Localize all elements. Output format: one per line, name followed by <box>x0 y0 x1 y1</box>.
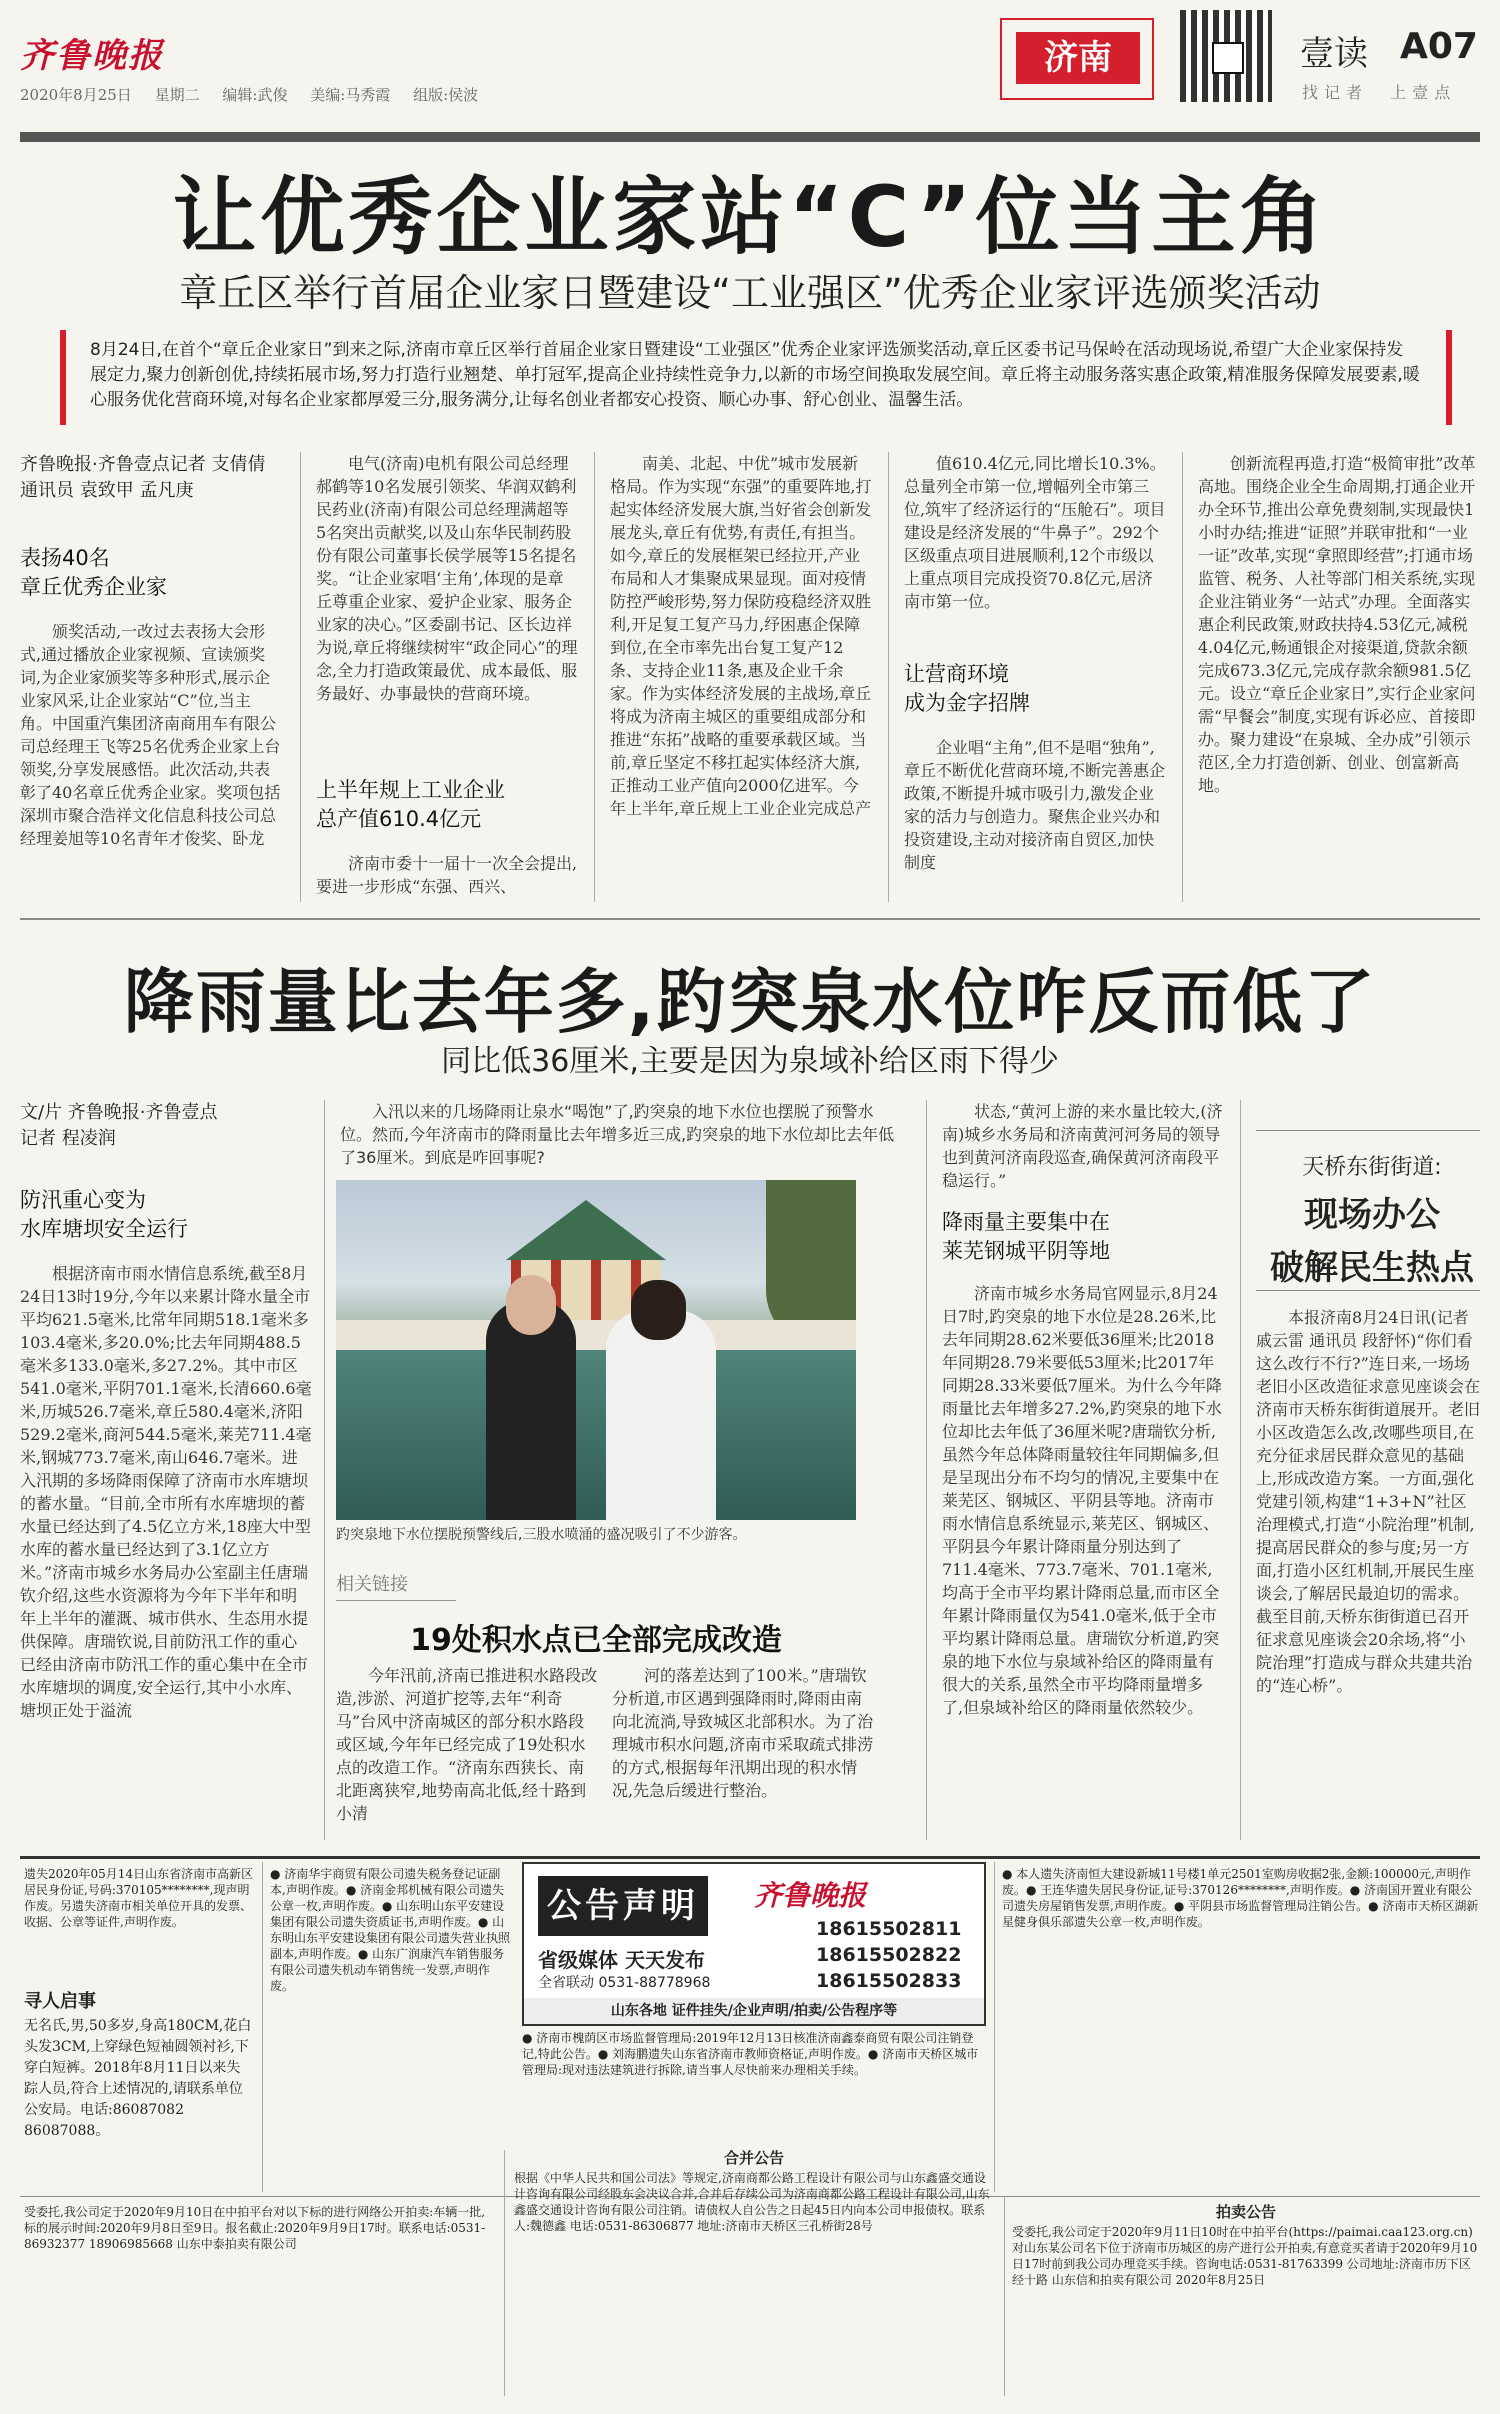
sidebar-rule <box>1256 1130 1480 1131</box>
story2-col3b-text: 济南市城乡水务局官网显示,8月24日7时,趵突泉的地下水位是28.26米,比去年同期28.62米要低36厘米;比2018年同期28.79米要低53厘米;比2017年同期28.33米要低7厘米。为什么今年降雨量比去年增多27.2%,趵突泉的地下水位却比去年低了36厘米呢?唐瑞钦分析,虽然今年总体降雨量较往年同期偏多,但是呈现出分布不均匀的情况,主要集中在莱芜区、钢城区、平阴县等地。济南市雨水情信息系统显示,莱芜区、钢城区、平阴县今年累计降雨量分别达到了711.4毫米、773.7毫米、701.1毫米,均高于全市平均累计降雨总量,而市区全年累计降雨量仅为541.0毫米,低于全市平均累计降雨总量。唐瑞钦分析道,趵突泉的地下水位与泉域补给区的降雨量有很大的关系,虽然全市平均降雨量增多了,但泉域补给区的降雨量依然较少。 <box>942 1284 1222 1717</box>
story1-col3-text: 南美、北起、中优”城市发展新格局。作为实现“东强”的重要阵地,打起实体经济发展大旗,当好省会创新发展龙头,章丘有优势,有责任,有担当。如今,章丘的发展框架已经拉开,产业布局和人才集聚成果显现。面对疫情防控严峻形势,努力保防疫稳经济双胜利,开足复工复产马力,纾困惠企保障到位,在全市率先出台复工复产12条、支持企业11条,惠及企业千余家。作为实体经济发展的主战场,章丘将成为济南主城区的重要组成部分和推进“东拓”战略的重要承载区域。当前,章丘坚定不移扛起实体经济大旗,正推动工业产值向2000亿进军。今年上半年,章丘规上工业企业完成总产 <box>610 454 872 818</box>
stone-railing <box>336 1320 856 1350</box>
auction-title: 拍卖公告 <box>1215 2204 1276 2221</box>
story1-subsection-1 <box>20 544 290 602</box>
divider <box>888 452 889 902</box>
story2-subsection-2 <box>942 1208 1224 1266</box>
story2-sub1-line1: 防汛重心变为 <box>20 1188 146 1212</box>
qr-code-center <box>1212 42 1244 74</box>
notice-phone-3: 18615502833 <box>816 1970 962 1992</box>
divider <box>926 1100 927 1840</box>
story2-sub2-line1: 降雨量主要集中在 <box>942 1210 1110 1234</box>
auction-ad-left-text: 受委托,我公司定于2020年9月10日在中拍平台对以下标的进行网络公开拍卖:车辆一批,标的展示时间:2020年9月8日至9日。报名截止:2020年9月9日17时。联系电话:0531-86932377 18906985668 山东中泰拍卖有限公司 <box>24 2205 486 2251</box>
story1-col5-text: 创新流程再造,打造“极简审批”改革高地。围绕企业全生命周期,打通企业开办全环节,推出公章免费刻制,实现最快1小时办结;推进“证照”并联审批和“一业一证”改革,实现“拿照即经营”;打通市场监管、税务、人社等部门相关系统,实现企业注销业务“一站式”办理。全面落实惠企利民政策,财政扶持4.53亿元,减税4.04亿元,畅通银企对接渠道,贷款余额完成673.3亿元,完成存款余额981.5亿元。设立“章丘企业家日”,实行企业家问需“早餐会”制度,实现有诉必应、首接即办。聚力建设“在泉城、全办成”引领示范区,全力打造创新、创业、创富新高地。 <box>1198 454 1476 795</box>
ad-col1 <box>24 1866 254 1986</box>
header-divider <box>20 132 1480 142</box>
notice-phone-1: 18615502811 <box>816 1918 962 1940</box>
section-tag <box>1000 18 1154 100</box>
divider <box>994 1862 995 2192</box>
tourist-2 <box>606 1310 716 1520</box>
story1-col2b <box>316 852 578 902</box>
story3-kicker: 天桥东街街道: <box>1302 1155 1442 1180</box>
divider <box>594 452 595 902</box>
story1-col5 <box>1198 452 1480 902</box>
page-number: A07 <box>1400 26 1478 67</box>
tourist-2-head <box>631 1280 686 1340</box>
spring-water <box>336 1350 856 1520</box>
story1-col3 <box>610 452 872 902</box>
ad-col2 <box>270 1866 510 2186</box>
ad-col3-text: ● 济南市槐荫区市场监督管理局:2019年12月13日核准济南鑫泰商贸有限公司注销登记,特此公告。● 刘海鹏遗失山东省济南市教师资格证,声明作废。● 济南市天桥区城市管理局:现对违法建筑进行拆除,请当事人尽快前来办理相关手续。 <box>522 2031 979 2077</box>
auction-notice <box>1012 2204 1480 2394</box>
story1-sub1-line2: 章丘优秀企业家 <box>20 575 167 599</box>
pavilion-roof <box>486 1200 686 1260</box>
notice-hotline: 全省联动 0531-88778968 <box>538 1975 711 1991</box>
auction-text: 受委托,我公司定于2020年9月11日10时在中拍平台(https://paimai.caa123.org.cn)对山东某公司名下位于济南市历城区的房产进行公开拍卖,有意竞买者请于2020年9月10日17时前到我公司办理竞买手续。咨询电话:0531-81763399 公司地址:济南市历下区经十路 山东信和拍卖有限公司 2020年8月25日 <box>1012 2225 1478 2287</box>
lost-person-title: 寻人启事 <box>24 1991 96 2012</box>
notice-phones <box>816 1916 961 1994</box>
story1-sub3-line1: 让营商环境 <box>904 662 1009 686</box>
story1-col1-text: 颁奖活动,一改过去表扬大会形式,通过播放企业家视频、宣读颁奖词,为企业家颁奖等多种形式,展示企业家风采,让企业家站“C”位,当主角。中国重汽集团济南商用车有限公司总经理王飞等25名优秀企业家上台领奖,分享发展感悟。此次活动,共表彰了40名章丘优秀企业家。奖项包括深圳市聚合浩祥文化信息科技公司总经理姜旭等10名青年才俊奖、卧龙 <box>20 622 281 848</box>
related-col1-text: 今年汛前,济南已推进积水路段改造,涉淤、河道扩挖等,去年“利奇马”台风中济南城区的部分积水路段或区域,今年年已经完成了19处积水点的改造工作。“济南东西狭长、南北距离狭窄,地势南高北低,经十路到小清 <box>336 1666 598 1823</box>
section-name: 济南 <box>1016 32 1140 84</box>
story2-col1-text: 根据济南市雨水情信息系统,截至8月24日13时19分,今年以来累计降水量全市平均621.5毫米,比常年同期518.1毫米多103.4毫米,多20.0%;比去年同期488.5毫米多133.0毫米,多27.2%。其中市区541.0毫米,平阴701.1毫米,长清660.6毫米,历城526.7毫米,章丘580.4毫米,济阳529.2毫米,商河544.5毫米,莱芜711.4毫米,钢城773.7毫米,南山646.7毫米。进入汛期的多场降雨保障了济南市水库塘坝的蓄水量。“目前,全市所有水库塘坝的蓄水量已经达到了4.5亿立方米,18座大中型水库的蓄水量已经达到了3.1亿立方米。”济南市城乡水务局办公室副主任唐瑞钦介绍,这些水资源将为今年下半年和明年上半年的灌溉、城市供水、生态用水提供保障。唐瑞钦说,目前防汛工作的重心已经由济南市防汛工作的重心集中在全市水库塘坝的调度,安全运行,其中小水库、塘坝正处于溢流 <box>20 1264 312 1720</box>
notice-box <box>522 1862 986 2026</box>
story2-subsection-1 <box>20 1186 310 1244</box>
story2-byline <box>20 1100 310 1152</box>
ad-col2-text: ● 济南华宇商贸有限公司遗失税务登记证副本,声明作废。● 济南金邦机械有限公司遗失公章一枚,声明作废。● 山东明山东平安建设集团有限公司遗失资质证书,声明作废。● 山东明山东平安建设集团有限公司遗失营业执照副本,声明作废。● 山东广润康汽车销售服务有限公司遗失机动车销售统一发票,声明作废。 <box>270 1867 510 1993</box>
story3-headline-line1: 现场办公 <box>1304 1195 1440 1235</box>
spring-photo <box>336 1180 856 1520</box>
issue-date: 2020年8月25日 <box>20 86 132 104</box>
issue-meta <box>20 84 496 105</box>
related-col1 <box>336 1664 598 1840</box>
sidebar-rule <box>1256 1290 1480 1291</box>
story1-col4-text: 值610.4亿元,同比增长10.3%。总量列全市第一位,增幅列全市第三位,筑牢了经济运行的“压舱石”。项目建设是经济发展的“牛鼻子”。292个区级重点项目进展顺利,12个市级以上重点项目完成投资70.8亿元,居济南市第一位。 <box>904 454 1166 611</box>
story1-col2-text: 电气(济南)电机有限公司总经理郝鹤等10名发展引领奖、华润双鹤利民药业(济南)有限公司总经理满超等5名突出贡献奖,以及山东华民制药股份有限公司董事长侯学展等15名提名奖。“让企业家唱‘主角’,体现的是章丘尊重企业家、爱护企业家、服务企业家的决心。”区委副书记、区长边祥为说,章丘将继续树牢“政企同心”的理念,全力打造政策最优、成本最低、服务最好、办事最快的营商环境。 <box>316 454 578 703</box>
story2-col3a <box>942 1100 1224 1194</box>
story2-col1 <box>20 1262 312 1842</box>
story1-byline-reporter: 齐鲁晚报·齐鲁壹点记者 支倩倩 <box>20 454 266 475</box>
story3-body <box>1256 1306 1480 1842</box>
story2-lead-text: 入汛以来的几场降雨让泉水“喝饱”了,趵突泉的地下水位也摆脱了预警水位。然而,今年济南市的降雨量比去年增多近三成,趵突泉的地下水位却比去年低了36厘米。到底是咋回事呢? <box>340 1102 895 1167</box>
story1-headline: 让优秀企业家站“C”位当主角 <box>172 168 1328 266</box>
tourist-1-head <box>506 1275 556 1335</box>
story1-col4b <box>904 736 1166 902</box>
art-credit: 美编:马秀霞 <box>310 86 391 104</box>
story1-subsection-2 <box>316 776 586 834</box>
story1-subhead: 章丘区举行首届企业家日暨建设“工业强区”优秀企业家评选颁奖活动 <box>179 271 1321 315</box>
story3-title <box>1262 1150 1482 1289</box>
story1-sub1-line1: 表扬40名 <box>20 546 110 570</box>
story1-col2 <box>316 452 578 752</box>
story1-subsection-3 <box>904 660 1174 718</box>
divider <box>1182 452 1183 902</box>
related-link-box <box>336 1570 896 1659</box>
page-name: 壹读 <box>1300 34 1368 74</box>
divider <box>1240 1100 1241 1840</box>
divider <box>1004 2196 1005 2396</box>
story2-lead <box>340 1100 900 1172</box>
slogan <box>1302 80 1456 103</box>
notice-brand-logo: 齐鲁晚报 <box>754 1879 867 1912</box>
story2-sub2-line2: 莱芜钢城平阴等地 <box>942 1239 1110 1263</box>
merger-notice <box>514 2150 994 2396</box>
story3-headline-line2: 破解民生热点 <box>1270 1248 1474 1288</box>
ad-col4-text: ● 本人遗失济南恒大建设新城11号楼1单元2501室购房收据2张,金额:100000元,声明作废。● 王连华遗失居民身份证,证号:370126********,声明作废。● 济南国开置业有限公司遗失房屋销售发票,声明作废。● 平阴县市场监督管理局注销公告。● 济南市天桥区湖新星健身俱乐部遗失公章一枚,声明作废。 <box>1002 1867 1479 1929</box>
merger-title: 合并公告 <box>723 2150 784 2167</box>
divider <box>324 1100 325 1840</box>
slogan-right: 上壹点 <box>1390 83 1457 102</box>
story1-lead: 8月24日,在首个“章丘企业家日”到来之际,济南市章丘区举行首届企业家日暨建设“工业强区”优秀企业家评选颁奖活动,章丘区委书记马保岭在活动现场说,希望广大企业家保持发展定力,聚力创新创优,持续拓展市场,努力打造行业翘楚、单打冠军,提高企业持续性竞争力,以新的市场空间换取发展空间。章丘将主动服务落实惠企政策,精准服务保障发展要素,暖心服务优化营商环境,对每名企业家都厚爱三分,服务满分,让每名创业者都安心投资、顺心办事、舒心创业、温馨生活。 <box>90 340 1420 410</box>
divider <box>300 452 301 902</box>
related-link-title: 19处积水点已全部完成改造 <box>410 1623 782 1658</box>
story3-body-text: 本报济南8月24日讯(记者 戚云雷 通讯员 段舒怀)“你们看这么改行不行?”连日来,一场场老旧小区改造征求意见座谈会在济南市天桥东街街道展开。老旧小区改造怎么改,改哪些项目,在充分征求居民群众意见的基础上,形成改造方案。一方面,强化党建引领,构建“1+3+N”社区治理模式,打造“小院治理”机制,提高居民群众的参与度;另一方面,打造小区红机制,开展民生座谈会,了解居民最迫切的需求。截至目前,天桥东街街道已召开征求意见座谈会20余场,将“小院治理”打造成与群众共建共治的“连心桥”。 <box>1256 1308 1480 1695</box>
story2-sub1-line2: 水库塘坝安全运行 <box>20 1217 188 1241</box>
story1-sub3-line2: 成为金字招牌 <box>904 691 1030 715</box>
story2-col3b <box>942 1282 1224 1842</box>
photo-caption: 趵突泉地下水位摆脱预警线后,三股水喷涌的盛况吸引了不少游客。 <box>336 1527 747 1543</box>
story2-headline: 降雨量比去年多,趵突泉水位咋反而低了 <box>123 961 1377 1043</box>
slogan-left: 找记者 <box>1302 83 1369 102</box>
ad-col4 <box>1002 1866 1480 2186</box>
editor-credit: 编辑:武俊 <box>222 86 288 104</box>
divider <box>262 1862 263 2192</box>
story1-col2b-text: 济南市委十一届十一次全会提出,要进一步形成“东强、西兴、 <box>316 854 578 896</box>
story2-byline-line2: 记者 程凌润 <box>20 1128 116 1149</box>
issue-weekday: 星期二 <box>154 86 200 104</box>
story1-col4b-text: 企业唱“主角”,但不是唱“独角”,章丘不断优化营商环境,不断完善惠企政策,不断提升城市吸引力,激发企业家的活力与创造力。聚焦企业兴办和投资建设,主动对接济南自贸区,加快制度 <box>904 738 1166 872</box>
related-link-label: 相关链接 <box>336 1570 456 1601</box>
related-col2-text: 河的落差达到了100米。”唐瑞钦分析道,市区遇到强降雨时,降雨由南向北流淌,导致城区北部积水。为了治理城市积水问题,济南市采取疏式排涝的方式,根据每年汛期出现的积水情况,先急后缓进行整治。 <box>612 1666 874 1800</box>
story1-col4 <box>904 452 1166 642</box>
story2-byline-line1: 文/片 齐鲁晚报·齐鲁壹点 <box>20 1102 218 1123</box>
story2-subhead: 同比低36厘米,主要是因为泉域补给区雨下得少 <box>441 1044 1059 1079</box>
story2-col3a-text: 状态,“黄河上游的来水量比较大,(济南)城乡水务局和济南黄河河务局的领导也到黄河济南段巡查,确保黄河济南段平稳运行。” <box>942 1102 1223 1190</box>
layout-credit: 组版:侯波 <box>413 86 479 104</box>
story1-col1 <box>20 620 282 900</box>
story1-byline-correspondent: 通讯员 袁致甲 孟凡庚 <box>20 480 194 501</box>
notice-slogan: 省级媒体 天天发布 <box>538 1948 705 1972</box>
story1-sub2-line1: 上半年规上工业企业 <box>316 778 505 802</box>
notice-phone-2: 18615502822 <box>816 1944 962 1966</box>
lost-person-text: 无名氏,男,50多岁,身高180CM,花白头发3CM,上穿绿色短袖圆领衬衫,下穿白短裤。2018年8月11日以来失踪人员,符合上述情况的,请联系单位公安局。电话:86087082 86087088。 <box>24 2018 252 2139</box>
notice-services: 山东各地 证件挂失/企业声明/拍卖/公告程序等 <box>524 1998 984 2024</box>
related-col2 <box>612 1664 874 1840</box>
notice-title: 公告声明 <box>538 1876 708 1936</box>
ad-col3 <box>522 2030 982 2140</box>
auction-ad-left <box>24 2204 494 2394</box>
story1-sub2-line2: 总产值610.4亿元 <box>316 807 482 831</box>
divider <box>504 2150 505 2396</box>
story-divider <box>20 918 1480 920</box>
newspaper-logo: 齐鲁晚报 <box>20 36 164 76</box>
merger-text: 根据《中华人民共和国公司法》等规定,济南商都公路工程设计有限公司与山东鑫盛交通设计咨询有限公司经股东会决议合并,合并后存续公司为济南商都公路工程设计有限公司,山东鑫盛交通设计咨询有限公司注销。请债权人自公告之日起45日内向本公司申报债权。联系人:魏德鑫 电话:0531-86306877 地址:济南市天桥区三孔桥街28号 <box>514 2171 990 2233</box>
lost-person-ad <box>24 1991 254 2166</box>
story1-byline <box>20 452 290 504</box>
ad-col1-text: 遗失2020年05月14日山东省济南市高新区居民身份证,号码:370105********,现声明作废。另遗失济南市相关单位开具的发票、收据、公章等证件,声明作废。 <box>24 1867 254 1929</box>
